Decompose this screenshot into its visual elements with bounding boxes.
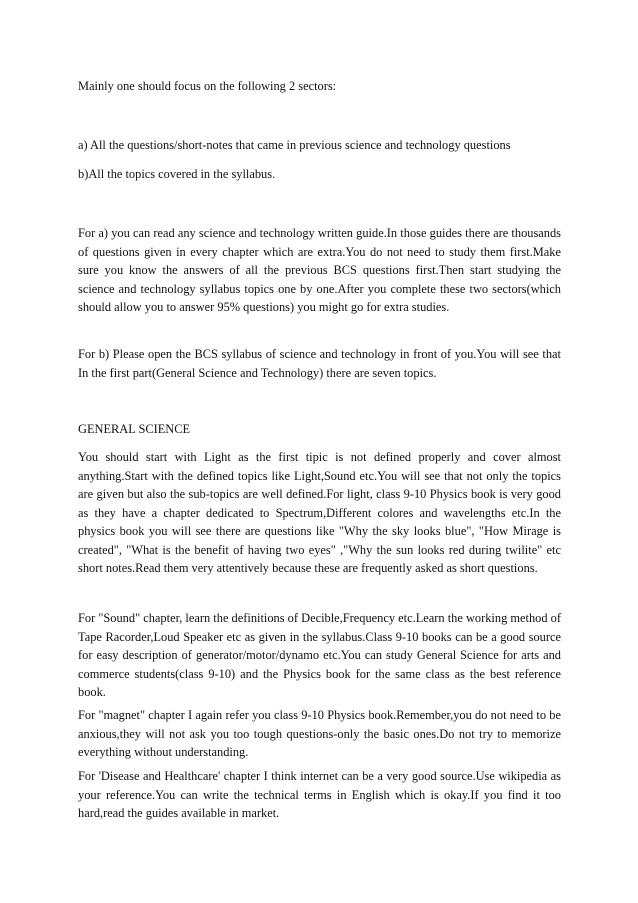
- paragraph-disease-healthcare: For 'Disease and Healthcare' chapter I think internet can be a very good source.Use wikipedia as your reference.You can write the technical terms in English which is okay.If you find it too hard,read the guides available in market.: [78, 769, 561, 820]
- paragraph-light: You should start with Light as the first tipic is not defined properly and cover almost anything.Start with the defined topics like Light,Sound etc.You will see that not only the topics are given but also the sub-topics are well defined.For light, class 9-10 Physics book is very good as they have a chapter dedicated to Spectrum,Different colores and wavelengths etc.In the physics book you will see there are questions like "Why the sky looks blue", "How Mirage is created", "What is the benefit of having two eyes" ,"Why the sun looks red during twilite" etc short notes.Read them very attentively because these are frequently asked as short questions.: [78, 450, 561, 575]
- paragraph-sound: For "Sound" chapter, learn the definitions of Decible,Frequency etc.Learn the working method of Tape Racorder,Loud Speaker etc as given in the syllabus.Class 9-10 books can be a good source for easy description of generator/motor/dynamo etc.You can study General Science for arts and commerce students(class 9-10) and the Physics book for the same class as the best reference book.: [78, 611, 561, 699]
- paragraph-magnet: For "magnet" chapter I again refer you class 9-10 Physics book.Remember,you do not need to be anxious,they will not ask you too tough questions-only the basic ones.Do not try to memorize everything without understanding.: [78, 708, 561, 759]
- intro-paragraph: Mainly one should focus on the following 2 sectors:: [78, 79, 337, 93]
- section-heading-general-science: GENERAL SCIENCE: [78, 422, 191, 436]
- paragraph-for-a: For a) you can read any science and technology written guide.In those guides there are thousands of questions given in every chapter which are extra.You do not need to study them first.Make sure you know the answers of all the previous BCS questions first.Then start studying the science and technology syllabus topics one by one.After you complete these two sectors(which should allow you to answer 95% questions) you might go for extra studies.: [78, 226, 561, 314]
- list-item-a: a) All the questions/short-notes that came in previous science and technology questions: [78, 138, 511, 152]
- paragraph-for-b: For b) Please open the BCS syllabus of science and technology in front of you.You will see that In the first part(General Science and Technology) there are seven topics.: [78, 347, 561, 380]
- list-item-b: b)All the topics covered in the syllabus.: [78, 167, 276, 181]
